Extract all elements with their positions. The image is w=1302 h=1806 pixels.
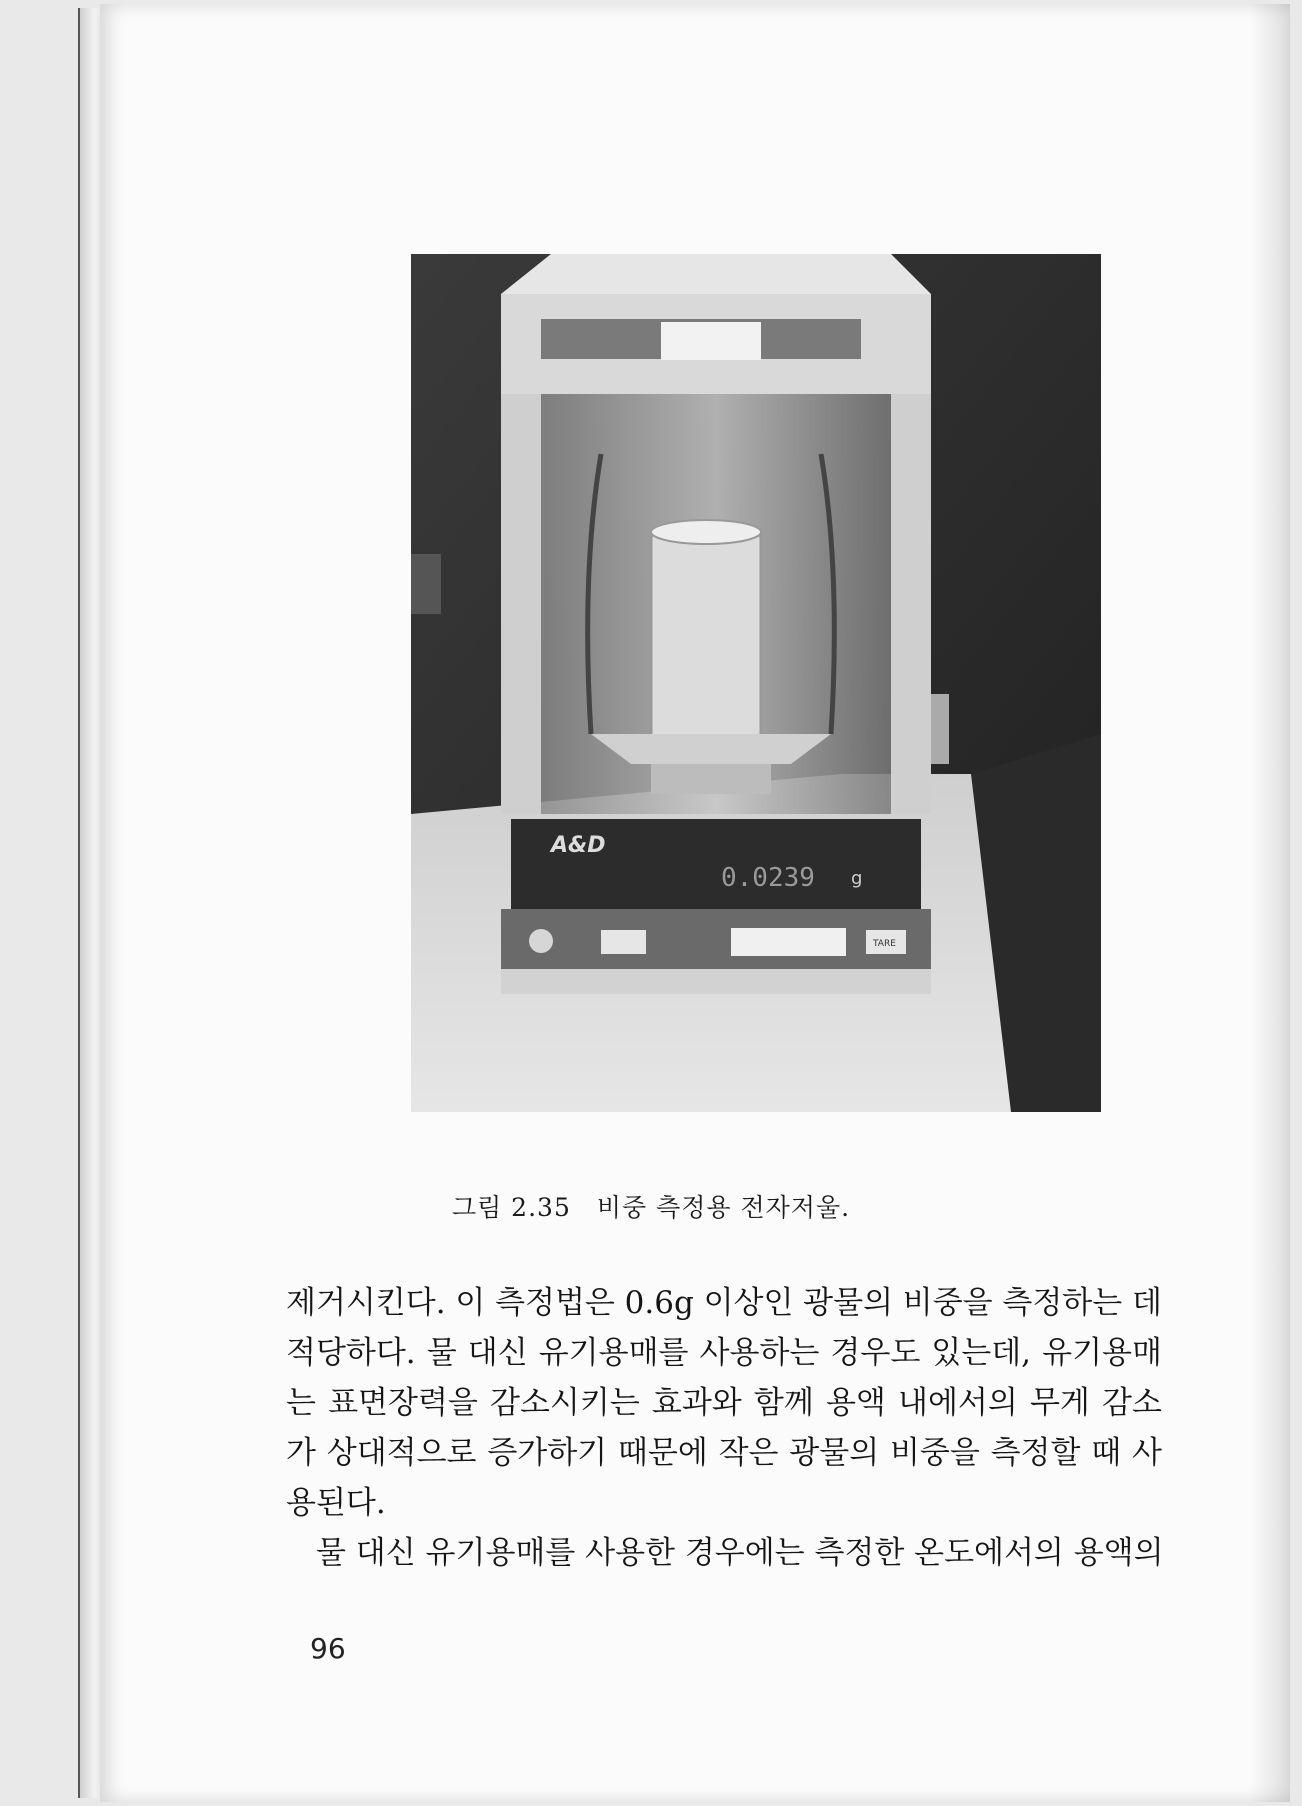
printer-slot: [731, 928, 846, 956]
caption-text: 비중 측정용 전자저울.: [596, 1193, 851, 1222]
body-text: [286, 1278, 1162, 1578]
brand-logo: A&D: [551, 833, 606, 858]
display-reading: 0.0239: [721, 863, 815, 893]
text-line: 적당하다. 물 대신 유기용매를 사용하는 경우도 있는데, 유기용매: [286, 1335, 1162, 1371]
caption-label: 그림 2.35: [451, 1193, 571, 1222]
figure-caption: [0, 1188, 1302, 1224]
display-unit: g: [851, 868, 863, 889]
beaker: [651, 529, 761, 744]
balance-photo: [411, 254, 1101, 1112]
page-shadow: [1250, 4, 1290, 1802]
text-line: 가 상대적으로 증가하기 때문에 작은 광물의 비중을 측정할 때 사: [286, 1435, 1162, 1471]
level-indicator: [529, 929, 553, 953]
text-line: 제거시킨다. 이 측정법은 0.6g 이상인 광물의 비중을 측정하는 데: [286, 1285, 1162, 1321]
text-line: 용된다.: [286, 1485, 386, 1521]
tare-label: TARE: [873, 939, 896, 949]
text-line: 는 표면장력을 감소시키는 효과와 함께 용액 내에서의 무게 감소: [286, 1385, 1162, 1421]
page-number: 96: [310, 1632, 346, 1665]
mode-button: [601, 930, 646, 954]
text-line: 물 대신 유기용매를 사용한 경우에는 측정한 온도에서의 용액의: [316, 1535, 1164, 1571]
